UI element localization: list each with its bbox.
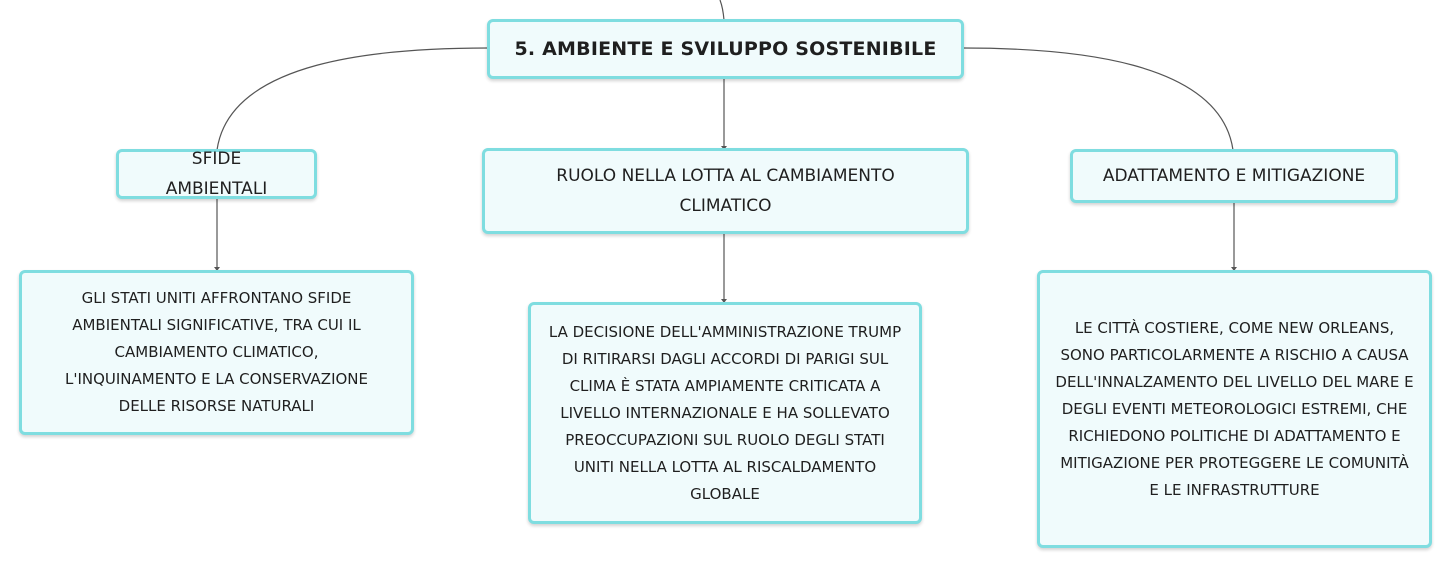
root-label: 5. AMBIENTE E SVILUPPO SOSTENIBILE [514,38,937,60]
detail-node-adattamento-mitigazione[interactable] [1037,270,1432,548]
connector-root-to-adattamento [963,48,1233,150]
branch-node-ruolo-cambiamento-climatico[interactable] [482,148,969,234]
branch-title: RUOLO NELLA LOTTA AL CAMBIAMENTO CLIMATICO [556,166,895,216]
branch-title: SFIDE AMBIENTALI [165,149,268,199]
connector-root-to-sfide [217,48,488,150]
detail-text: LA DECISIONE DELL'AMMINISTRAZIONE TRUMP DI RITIRARSI DAGLI ACCORDI DI PARIGI SUL CLIMA È STATA AMPIAMENTE CRITICATA A LIVELLO INTERNAZIONALE E HA SOLLEVATO PREOCCUPAZIONI SUL RUOLO DEGLI STATI UNITI NELLA LOTTA AL RISCALDAMENTO GLOBALE [548,322,902,503]
detail-text: LE CITTÀ COSTIERE, COME NEW ORLEANS, SONO PARTICOLARMENTE A RISCHIO A CAUSA DELL'INNALZAMENTO DEL LIVELLO DEL MARE E DEGLI EVENTI METEOROLOGICI ESTREMI, CHE RICHIEDONO POLITICHE DI ADATTAMENTO E MITIGAZIONE PER PROTEGGERE LE COMUNITÀ E LE INFRASTRUTTURE [1055,318,1414,499]
connector-parent-to-root [720,0,724,20]
branch-node-sfide-ambientali[interactable] [116,149,317,199]
detail-text: GLI STATI UNITI AFFRONTANO SFIDE AMBIENTALI SIGNIFICATIVE, TRA CUI IL CAMBIAMENTO CLIMATICO, L'INQUINAMENTO E LA CONSERVAZIONE DELLE RISORSE NATURALI [64,289,369,415]
root-node[interactable] [487,19,964,79]
detail-node-sfide-ambientali[interactable] [19,270,414,435]
detail-node-ruolo-cambiamento-climatico[interactable] [528,302,922,524]
branch-title: ADATTAMENTO E MITIGAZIONE [1102,166,1366,186]
branch-node-adattamento-mitigazione[interactable] [1070,149,1398,203]
